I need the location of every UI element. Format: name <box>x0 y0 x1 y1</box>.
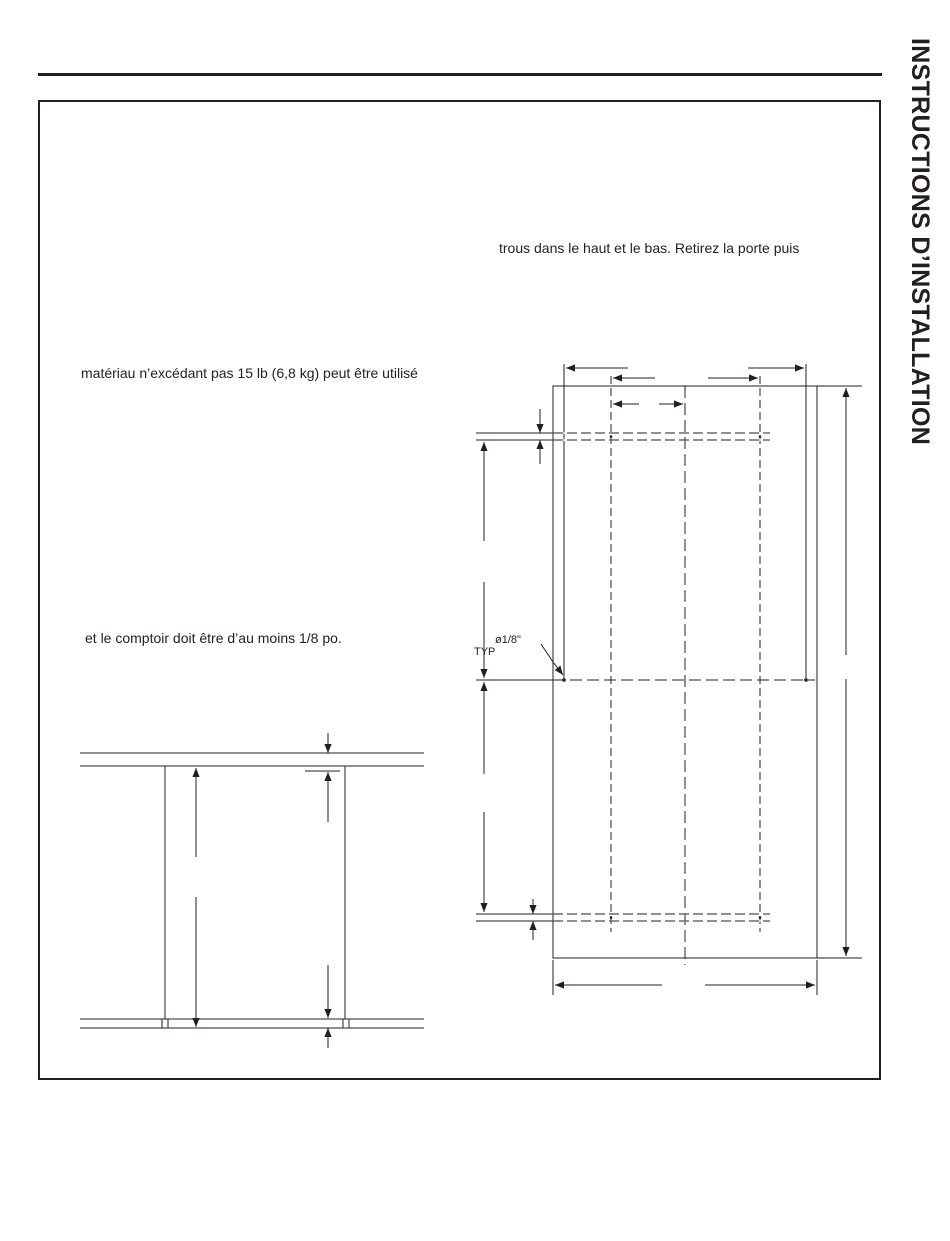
section-side-title: INSTRUCTIONS D’INSTALLATION <box>906 38 934 446</box>
hole-typ-label: TYP <box>474 646 496 658</box>
side-view-diagram <box>80 733 424 1048</box>
instruction-text-door: trous dans le haut et le bas. Retirez la porte puis <box>499 240 800 256</box>
door-panel-diagram <box>476 364 862 995</box>
instruction-text-weight: matériau n’excédant pas 15 lb (6,8 kg) peut être utilisé <box>81 365 418 381</box>
instruction-text-gap: et le comptoir doit être d’au moins 1/8 po. <box>85 630 342 646</box>
hole-diameter-label: ø1/8" <box>495 634 521 646</box>
